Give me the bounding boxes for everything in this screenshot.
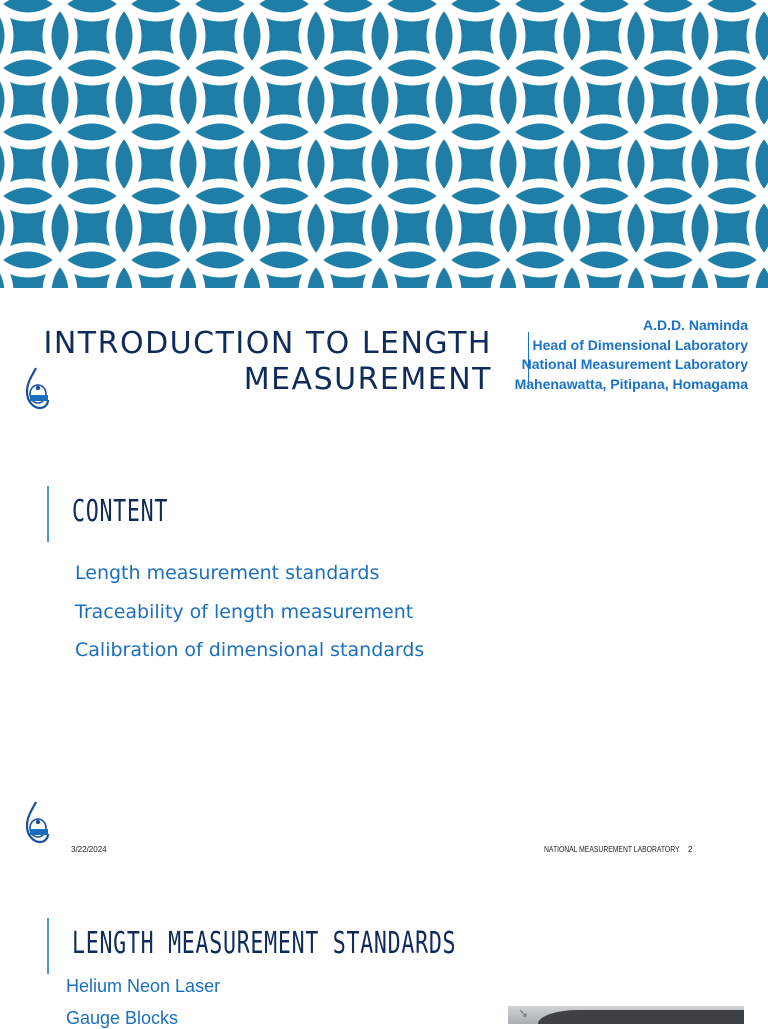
footer-organization: NATIONAL MEASUREMENT LABORATORY [544, 845, 680, 854]
content-item-3: Calibration of dimensional standards [75, 639, 425, 661]
instrument-photo [508, 1006, 744, 1024]
instrument-body [538, 1010, 744, 1024]
author-name: A.D.D. Naminda [642, 317, 748, 333]
standards-heading: LENGTH MEASUREMENT STANDARDS [72, 926, 457, 961]
content-heading: CONTENT [72, 494, 169, 529]
author-position: Head of Dimensional Laboratory [532, 336, 748, 353]
content-accent-bar [47, 486, 49, 542]
footer-date: 3/22/2024 [71, 845, 107, 854]
title-line-2: MEASUREMENT [243, 362, 492, 397]
standards-accent-bar [47, 918, 49, 974]
standards-item-1: Helium Neon Laser [66, 976, 221, 996]
content-item-1: Length measurement standards [75, 562, 380, 584]
nml-logo-icon-footer [24, 800, 50, 844]
circle-lattice-pattern [0, 0, 768, 288]
title-line-1: INTRODUCTION TO LENGTH [43, 326, 492, 361]
nml-logo-icon [24, 366, 50, 410]
standards-item-2: Gauge Blocks [66, 1008, 179, 1028]
author-organization: National Measurement Laboratory [521, 356, 748, 372]
content-item-2: Traceability of length measurement [75, 601, 414, 623]
author-info [515, 316, 748, 394]
arrow-icon: ↘ [518, 1006, 529, 1020]
decorative-pattern-banner [0, 0, 768, 288]
author-address: Mahenawatta, Pitipana, Homagama [514, 375, 748, 392]
footer-page-number: 2 [688, 845, 693, 854]
